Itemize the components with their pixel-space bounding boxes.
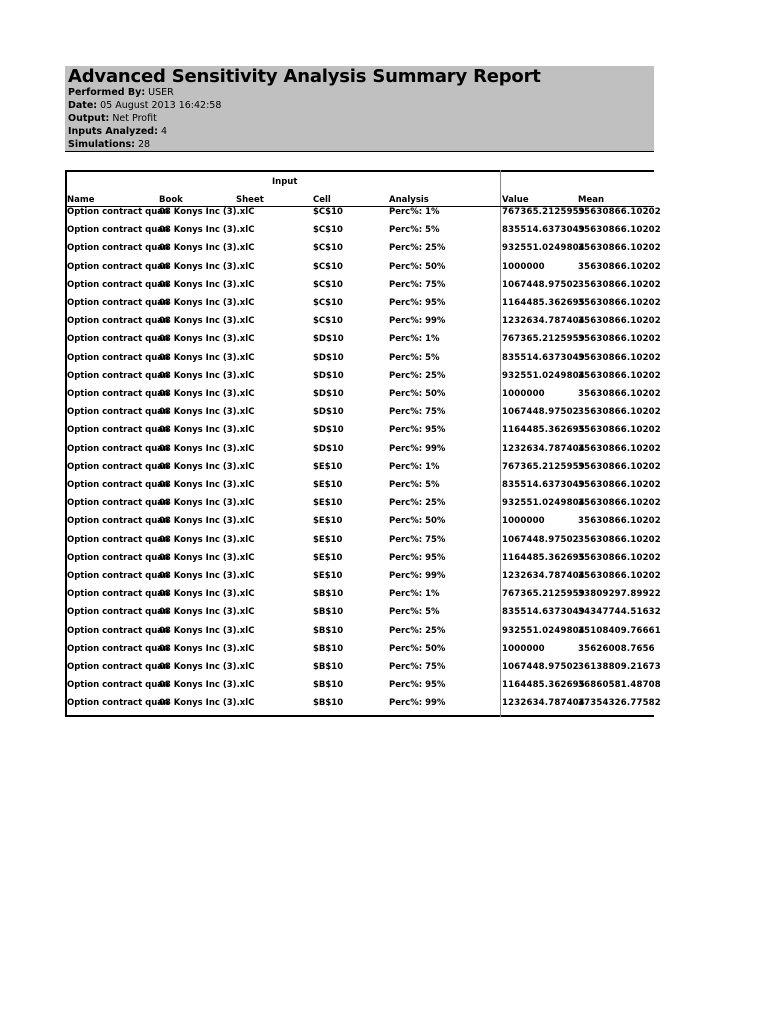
row-mean: 35630866.10202: [578, 571, 661, 581]
row-cell: $D$10: [313, 389, 344, 399]
row-name: Option contract quan: [67, 516, 170, 527]
row-value: 835514.6373049: [502, 480, 585, 490]
date-label: Date:: [68, 100, 98, 111]
inputs-analyzed-value: 4: [160, 126, 167, 137]
row-book: 08 Konys Inc (3).xlC: [159, 480, 255, 490]
row-name: Option contract quan: [67, 680, 170, 691]
row-value: 1232634.787404: [502, 571, 585, 581]
row-name: Option contract quan: [67, 625, 170, 636]
row-name: Option contract quan: [67, 498, 170, 509]
output-value: Net Profit: [112, 113, 157, 124]
row-mean: 35630866.10202: [578, 352, 661, 363]
row-value: 767365.2125959: [502, 589, 585, 600]
row-analysis: Perc%: 1%: [389, 589, 440, 600]
row-cell: $E$10: [313, 552, 343, 563]
row-cell: $B$10: [313, 680, 344, 691]
row-value: 1067448.97502: [502, 662, 579, 672]
table-row: [0, 553, 768, 571]
row-cell: $E$10: [313, 461, 343, 472]
row-book: 08 Konys Inc (3).xlC: [159, 680, 255, 691]
row-cell: $B$10: [313, 643, 344, 654]
row-cell: $E$10: [313, 571, 343, 581]
row-analysis: Perc%: 25%: [389, 243, 446, 254]
table-row: [0, 280, 768, 298]
row-cell: $C$10: [313, 316, 343, 327]
row-mean: 35630866.10202: [578, 425, 661, 436]
table-row: [0, 389, 768, 407]
table-row: [0, 425, 768, 443]
table-row: [0, 316, 768, 334]
row-analysis: Perc%: 50%: [389, 516, 446, 527]
input-group-label: Input: [272, 177, 298, 187]
table-row: [0, 571, 768, 589]
row-book: 08 Konys Inc (3).xlC: [159, 334, 255, 345]
row-mean: 37354326.77582: [578, 698, 661, 709]
table-row: [0, 207, 768, 225]
row-analysis: Perc%: 25%: [389, 625, 446, 636]
row-mean: 35630866.10202: [578, 443, 661, 454]
inputs-analyzed-label: Inputs Analyzed:: [68, 126, 158, 137]
output-label: Output:: [68, 113, 110, 124]
inputs-analyzed-line: [68, 126, 167, 137]
row-name: Option contract quan: [67, 443, 170, 454]
row-analysis: Perc%: 5%: [389, 225, 440, 236]
row-mean: 35630866.10202: [578, 370, 661, 381]
output-line: [68, 113, 157, 124]
row-name: Option contract quan: [67, 225, 170, 236]
row-value: 1000000: [502, 389, 545, 399]
row-name: Option contract quan: [67, 425, 170, 436]
row-name: Option contract quan: [67, 370, 170, 381]
row-cell: $B$10: [313, 607, 344, 618]
row-name: Option contract quan: [67, 607, 170, 618]
row-analysis: Perc%: 75%: [389, 279, 446, 290]
row-mean: 35630866.10202: [578, 261, 661, 272]
row-value: 767365.2125959: [502, 461, 585, 472]
table-row: [0, 589, 768, 607]
row-book: 08 Konys Inc (3).xlC: [159, 316, 255, 327]
row-cell: $D$10: [313, 352, 344, 363]
row-book: 08 Konys Inc (3).xlC: [159, 243, 255, 254]
table-row: [0, 262, 768, 280]
row-name: Option contract quan: [67, 316, 170, 327]
header-value: Value: [502, 195, 529, 205]
row-analysis: Perc%: 99%: [389, 698, 446, 709]
row-analysis: Perc%: 75%: [389, 534, 446, 545]
row-mean: 35630866.10202: [578, 552, 661, 563]
row-cell: $C$10: [313, 243, 343, 254]
row-mean: 35630866.10202: [578, 298, 661, 308]
row-book: 08 Konys Inc (3).xlC: [159, 662, 255, 672]
row-analysis: Perc%: 1%: [389, 207, 440, 217]
row-mean: 35630866.10202: [578, 480, 661, 490]
row-value: 1164485.362695: [502, 298, 585, 308]
row-name: Option contract quan: [67, 643, 170, 654]
row-name: Option contract quan: [67, 389, 170, 399]
row-name: Option contract quan: [67, 589, 170, 600]
simulations-label: Simulations:: [68, 139, 135, 150]
row-mean: 35630866.10202: [578, 207, 661, 217]
row-book: 08 Konys Inc (3).xlC: [159, 643, 255, 654]
row-cell: $D$10: [313, 425, 344, 436]
row-value: 1067448.97502: [502, 279, 579, 290]
row-book: 08 Konys Inc (3).xlC: [159, 571, 255, 581]
row-analysis: Perc%: 1%: [389, 461, 440, 472]
row-analysis: Perc%: 95%: [389, 552, 446, 563]
row-book: 08 Konys Inc (3).xlC: [159, 279, 255, 290]
row-cell: $C$10: [313, 261, 343, 272]
row-value: 932551.0249804: [502, 243, 585, 254]
row-book: 08 Konys Inc (3).xlC: [159, 552, 255, 563]
row-mean: 35630866.10202: [578, 461, 661, 472]
row-cell: $C$10: [313, 225, 343, 236]
row-value: 1232634.787404: [502, 316, 585, 327]
row-cell: $D$10: [313, 370, 344, 381]
row-value: 835514.6373049: [502, 607, 585, 618]
row-book: 08 Konys Inc (3).xlC: [159, 698, 255, 709]
row-mean: 36138809.21673: [578, 662, 661, 672]
row-analysis: Perc%: 75%: [389, 407, 446, 418]
report-title: Advanced Sensitivity Analysis Summary Report: [68, 66, 541, 87]
simulations-line: [68, 139, 150, 150]
row-analysis: Perc%: 75%: [389, 662, 446, 672]
row-name: Option contract quan: [67, 552, 170, 563]
row-book: 08 Konys Inc (3).xlC: [159, 461, 255, 472]
table-row: [0, 243, 768, 261]
row-analysis: Perc%: 99%: [389, 316, 446, 327]
row-analysis: Perc%: 99%: [389, 571, 446, 581]
row-analysis: Perc%: 5%: [389, 480, 440, 490]
row-name: Option contract quan: [67, 334, 170, 345]
table-row: [0, 626, 768, 644]
row-cell: $B$10: [313, 625, 344, 636]
row-analysis: Perc%: 1%: [389, 334, 440, 345]
header-book: Book: [159, 195, 183, 205]
row-value: 1232634.787404: [502, 698, 585, 709]
table-row: [0, 607, 768, 625]
row-mean: 35626008.7656: [578, 643, 655, 654]
row-value: 932551.0249804: [502, 625, 585, 636]
row-mean: 35108409.76661: [578, 625, 661, 636]
row-value: 767365.2125959: [502, 207, 585, 217]
row-analysis: Perc%: 5%: [389, 352, 440, 363]
row-name: Option contract quan: [67, 279, 170, 290]
row-book: 08 Konys Inc (3).xlC: [159, 443, 255, 454]
row-cell: $C$10: [313, 207, 343, 217]
report-header: [65, 66, 654, 152]
row-cell: $E$10: [313, 498, 343, 509]
row-mean: 35630866.10202: [578, 516, 661, 527]
header-analysis: Analysis: [389, 195, 429, 205]
row-analysis: Perc%: 95%: [389, 298, 446, 308]
row-cell: $D$10: [313, 334, 344, 345]
row-value: 932551.0249804: [502, 370, 585, 381]
row-cell: $E$10: [313, 534, 343, 545]
row-cell: $D$10: [313, 443, 344, 454]
row-analysis: Perc%: 50%: [389, 643, 446, 654]
performed-by-label: Performed By:: [68, 87, 146, 98]
row-value: 1000000: [502, 643, 545, 654]
table-row: [0, 444, 768, 462]
row-value: 1232634.787404: [502, 443, 585, 454]
performed-by-line: [68, 87, 174, 98]
row-mean: 35630866.10202: [578, 225, 661, 236]
row-cell: $E$10: [313, 480, 343, 490]
row-analysis: Perc%: 25%: [389, 498, 446, 509]
row-cell: $E$10: [313, 516, 343, 527]
row-name: Option contract quan: [67, 461, 170, 472]
row-name: Option contract quan: [67, 698, 170, 709]
row-book: 08 Konys Inc (3).xlC: [159, 225, 255, 236]
row-analysis: Perc%: 95%: [389, 680, 446, 691]
row-cell: $B$10: [313, 589, 344, 600]
row-name: Option contract quan: [67, 534, 170, 545]
row-mean: 36860581.48708: [578, 680, 661, 691]
row-analysis: Perc%: 50%: [389, 389, 446, 399]
row-book: 08 Konys Inc (3).xlC: [159, 589, 255, 600]
table-row: [0, 371, 768, 389]
row-value: 767365.2125959: [502, 334, 585, 345]
table-row: [0, 680, 768, 698]
row-cell: $C$10: [313, 298, 343, 308]
table-row: [0, 644, 768, 662]
row-name: Option contract quan: [67, 298, 170, 308]
row-name: Option contract quan: [67, 480, 170, 490]
row-mean: 35630866.10202: [578, 389, 661, 399]
row-analysis: Perc%: 95%: [389, 425, 446, 436]
table-row: [0, 407, 768, 425]
date-value: 05 August 2013 16:42:58: [100, 100, 222, 111]
row-cell: $B$10: [313, 662, 344, 672]
row-mean: 34347744.51632: [578, 607, 661, 618]
header-mean: Mean: [578, 195, 605, 205]
table-row: [0, 334, 768, 352]
row-value: 1164485.362695: [502, 552, 585, 563]
row-value: 1067448.97502: [502, 407, 579, 418]
row-book: 08 Konys Inc (3).xlC: [159, 425, 255, 436]
table-row: [0, 662, 768, 680]
row-value: 1067448.97502: [502, 534, 579, 545]
row-cell: $B$10: [313, 698, 344, 709]
row-book: 08 Konys Inc (3).xlC: [159, 534, 255, 545]
row-name: Option contract quan: [67, 352, 170, 363]
row-book: 08 Konys Inc (3).xlC: [159, 261, 255, 272]
row-mean: 35630866.10202: [578, 316, 661, 327]
simulations-value: 28: [138, 139, 151, 150]
performed-by-value: USER: [148, 87, 174, 98]
row-name: Option contract quan: [67, 407, 170, 418]
row-name: Option contract quan: [67, 243, 170, 254]
table-row: [0, 535, 768, 553]
header-cell: Cell: [313, 195, 331, 205]
row-value: 835514.6373049: [502, 352, 585, 363]
row-analysis: Perc%: 5%: [389, 607, 440, 618]
date-line: [68, 100, 221, 111]
row-mean: 35630866.10202: [578, 498, 661, 509]
row-mean: 35630866.10202: [578, 279, 661, 290]
header-sheet: Sheet: [236, 195, 264, 205]
row-value: 932551.0249804: [502, 498, 585, 509]
row-name: Option contract quan: [67, 571, 170, 581]
row-book: 08 Konys Inc (3).xlC: [159, 370, 255, 381]
row-mean: 35630866.10202: [578, 407, 661, 418]
row-name: Option contract quan: [67, 662, 170, 672]
row-value: 1164485.362695: [502, 680, 585, 691]
row-mean: 33809297.89922: [578, 589, 661, 600]
row-cell: $C$10: [313, 279, 343, 290]
header-name: Name: [67, 195, 95, 205]
row-book: 08 Konys Inc (3).xlC: [159, 516, 255, 527]
row-book: 08 Konys Inc (3).xlC: [159, 607, 255, 618]
row-book: 08 Konys Inc (3).xlC: [159, 298, 255, 308]
row-analysis: Perc%: 25%: [389, 370, 446, 381]
row-value: 835514.6373049: [502, 225, 585, 236]
table-row: [0, 698, 768, 716]
row-value: 1000000: [502, 261, 545, 272]
row-analysis: Perc%: 99%: [389, 443, 446, 454]
row-book: 08 Konys Inc (3).xlC: [159, 389, 255, 399]
row-book: 08 Konys Inc (3).xlC: [159, 407, 255, 418]
row-mean: 35630866.10202: [578, 334, 661, 345]
row-value: 1000000: [502, 516, 545, 527]
row-book: 08 Konys Inc (3).xlC: [159, 498, 255, 509]
row-book: 08 Konys Inc (3).xlC: [159, 352, 255, 363]
row-value: 1164485.362695: [502, 425, 585, 436]
table-row: [0, 516, 768, 534]
row-name: Option contract quan: [67, 207, 170, 217]
row-book: 08 Konys Inc (3).xlC: [159, 625, 255, 636]
row-analysis: Perc%: 50%: [389, 261, 446, 272]
row-book: 08 Konys Inc (3).xlC: [159, 207, 255, 217]
row-mean: 35630866.10202: [578, 243, 661, 254]
row-name: Option contract quan: [67, 261, 170, 272]
row-mean: 35630866.10202: [578, 534, 661, 545]
table-row: [0, 225, 768, 243]
table-row: [0, 480, 768, 498]
table-row: [0, 353, 768, 371]
row-cell: $D$10: [313, 407, 344, 418]
table-row: [0, 498, 768, 516]
table-row: [0, 462, 768, 480]
table-row: [0, 298, 768, 316]
